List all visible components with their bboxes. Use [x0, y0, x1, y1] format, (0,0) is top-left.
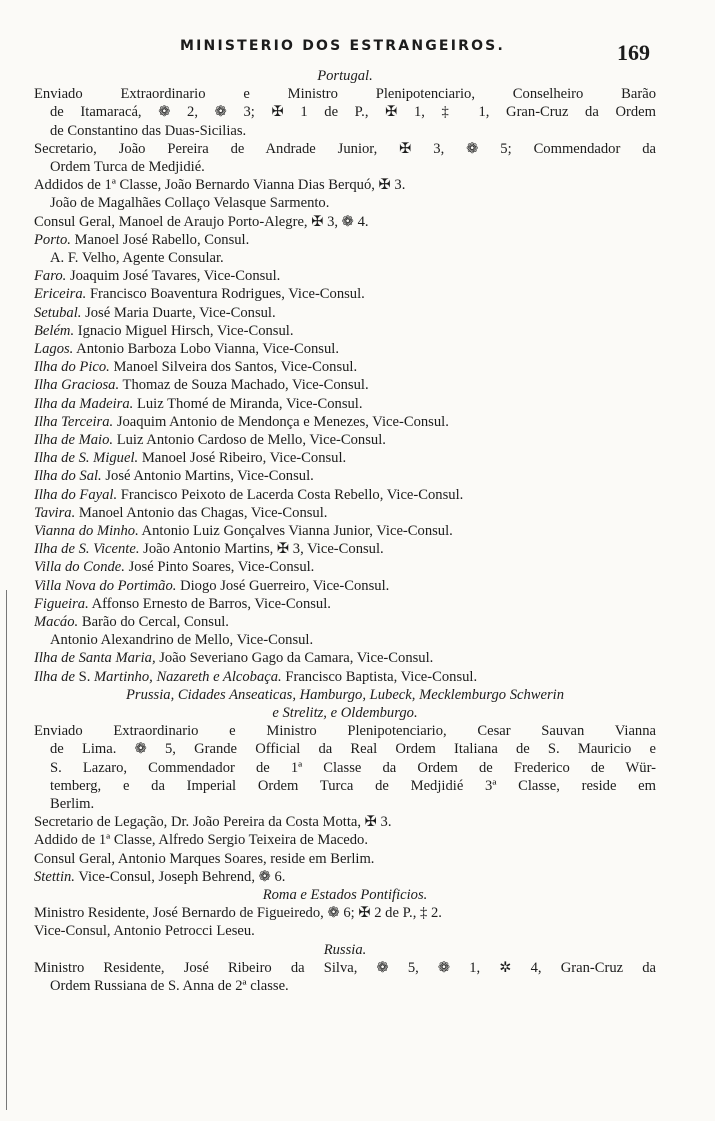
text-line: [34, 140, 656, 158]
text-line: [34, 413, 656, 431]
text-line: [34, 613, 656, 631]
section-heading: [34, 686, 656, 704]
text-run: de Constantino das Duas-Sicilias.: [50, 122, 247, 139]
section-heading: [34, 941, 656, 959]
section-heading: [34, 886, 656, 904]
text-line: [34, 176, 656, 194]
text-line: [34, 777, 656, 795]
text-run: Luiz Thomé de Miranda, Vice-Consul.: [133, 395, 363, 412]
text-line: [34, 285, 656, 303]
italic-text: Ilha de Santa Maria,: [34, 650, 156, 667]
text-line: [34, 813, 656, 831]
text-line: [34, 358, 656, 376]
italic-text: Macáo.: [34, 614, 79, 631]
text-line: [34, 322, 656, 340]
italic-text: Setubal.: [34, 304, 82, 321]
italic-text: Ilha de: [34, 668, 79, 685]
text-run: João de Magalhães Collaço Velasque Sarmento.: [50, 195, 330, 212]
text-run: Joaquim Antonio de Mendonça e Menezes, Vice-Consul.: [113, 413, 449, 430]
italic-text: Ericeira.: [34, 286, 87, 303]
text-line: [34, 904, 656, 922]
text-run: Manoel José Ribeiro, Vice-Consul.: [138, 450, 347, 467]
text-run: José Antonio Martins, Vice-Consul.: [101, 468, 314, 485]
italic-text: Ilha do Fayal.: [34, 486, 118, 503]
text-line: [34, 158, 656, 176]
text-line: [34, 759, 656, 777]
section-heading: [34, 67, 656, 85]
italic-text: Belém.: [34, 322, 75, 339]
text-line: [34, 267, 656, 285]
italic-text: Ilha do Pico.: [34, 359, 110, 376]
italic-text: Roma e Estados Pontificios.: [262, 887, 428, 904]
italic-text: Ilha do Sal.: [34, 468, 102, 485]
text-line: [34, 194, 656, 212]
text-line: [34, 395, 656, 413]
text-line: [34, 831, 656, 849]
text-run: Addidos de 1ª Classe, João Bernardo Vianna Dias Berquó, ✠ 3.: [34, 177, 406, 194]
text-line: [34, 795, 656, 813]
text-line: [34, 558, 656, 576]
text-run: Consul Geral, Antonio Marques Soares, reside em Berlim.: [34, 850, 375, 867]
italic-text: e Strelitz, e Oldemburgo.: [272, 705, 418, 722]
text-line: [34, 922, 656, 940]
text-line: [34, 304, 656, 322]
text-run: Luiz Antonio Cardoso de Mello, Vice-Consul.: [113, 432, 386, 449]
text-run: Berlim.: [50, 796, 95, 813]
text-line: [34, 722, 656, 740]
text-line: [34, 85, 656, 103]
text-run: Barão do Cercal, Consul.: [78, 614, 229, 631]
page-number: 169: [617, 40, 650, 65]
text-line: [34, 431, 656, 449]
text-run: temberg, e da Imperial Ordem Turca de Medjidié 3ª Classe, reside em: [50, 777, 656, 794]
text-line: [34, 213, 656, 231]
text-run: S.: [78, 668, 95, 685]
text-run: Manoel Antonio das Chagas, Vice-Consul.: [75, 504, 328, 521]
italic-text: Portugal.: [317, 68, 373, 84]
text-run: Affonso Ernesto de Barros, Vice-Consul.: [88, 595, 331, 612]
text-run: Thomaz de Souza Machado, Vice-Consul.: [119, 377, 369, 394]
text-line: [34, 649, 656, 667]
text-line: [34, 103, 656, 121]
italic-text: Vianna do Minho.: [34, 523, 139, 540]
text-run: A. F. Velho, Agente Consular.: [50, 249, 224, 266]
italic-text: Lagos.: [34, 341, 74, 357]
text-line: [34, 467, 656, 485]
text-line: [34, 631, 656, 649]
italic-text: Ilha de S. Vicente.: [34, 541, 140, 558]
text-run: Ordem Russiana de S. Anna de 2ª classe.: [50, 978, 289, 995]
italic-text: Tavira.: [34, 504, 76, 521]
italic-text: Ilha de S. Miguel.: [34, 450, 139, 467]
text-run: Vice-Consul, Joseph Behrend, ❁ 6.: [74, 868, 286, 885]
text-line: [34, 522, 656, 540]
page-body: [34, 67, 656, 995]
text-run: Consul Geral, Manoel de Araujo Porto-Alegre, ✠ 3, ❁ 4.: [34, 213, 369, 230]
text-line: [34, 486, 656, 504]
section-heading: [34, 704, 656, 722]
italic-text: Ilha da Madeira.: [34, 395, 134, 412]
text-line: [34, 249, 656, 267]
text-run: Enviado Extraordinario e Ministro Plenipotenciario, Conselheiro Barão: [34, 86, 656, 103]
text-run: Addido de 1ª Classe, Alfredo Sergio Teixeira de Macedo.: [34, 832, 368, 849]
text-line: [34, 122, 656, 140]
text-run: Ignacio Miguel Hirsch, Vice-Consul.: [74, 322, 294, 339]
text-run: S. Lazaro, Commendador de 1ª Classe da Ordem de Frederico de Wür-: [50, 759, 656, 776]
text-line: [34, 540, 656, 558]
page-header: [0, 28, 715, 65]
italic-text: Faro.: [34, 268, 67, 285]
text-run: Joaquim José Tavares, Vice-Consul.: [66, 268, 281, 285]
running-title: MINISTERIO DOS ESTRANGEIROS.: [180, 38, 505, 54]
italic-text: Figueira.: [34, 595, 89, 612]
text-run: Francisco Baptista, Vice-Consul.: [281, 668, 478, 685]
text-line: [34, 449, 656, 467]
text-line: [34, 740, 656, 758]
text-line: [34, 868, 656, 886]
text-line: [34, 231, 656, 249]
text-line: [34, 577, 656, 595]
text-run: de Itamaracá, ❁ 2, ❁ 3; ✠ 1 de P., ✠ 1, ‡ 1, Gran-Cruz da Ordem: [50, 104, 656, 121]
text-line: [34, 595, 656, 613]
text-run: Antonio Barboza Lobo Vianna, Vice-Consul.: [73, 341, 339, 357]
text-run: Vice-Consul, Antonio Petrocci Leseu.: [34, 923, 255, 940]
italic-text: Ilha Graciosa.: [34, 377, 120, 394]
text-run: Diogo José Guerreiro, Vice-Consul.: [176, 577, 390, 594]
text-run: José Pinto Soares, Vice-Consul.: [124, 559, 315, 576]
text-line: [34, 376, 656, 394]
text-run: Secretario de Legação, Dr. João Pereira da Costa Motta, ✠ 3.: [34, 814, 392, 831]
text-run: Francisco Peixoto de Lacerda Costa Rebello, Vice-Consul.: [117, 486, 464, 503]
text-run: Francisco Boaventura Rodrigues, Vice-Consul.: [86, 286, 365, 303]
text-line: [34, 977, 656, 995]
text-run: Ministro Residente, José Ribeiro da Silva, ❁ 5, ❁ 1, ✲ 4, Gran-Cruz da: [34, 959, 656, 976]
text-run: de Lima. ❁ 5, Grande Official da Real Ordem Italiana de S. Mauricio e: [50, 741, 656, 758]
italic-text: Stettin.: [34, 868, 75, 885]
text-run: Antonio Alexandrino de Mello, Vice-Consul.: [50, 632, 314, 649]
text-run: Ordem Turca de Medjidié.: [50, 158, 205, 175]
text-line: [34, 504, 656, 522]
text-run: José Maria Duarte, Vice-Consul.: [81, 304, 276, 321]
italic-text: Ilha Terceira.: [34, 413, 114, 430]
italic-text: Russia.: [323, 941, 367, 958]
italic-text: Villa do Conde.: [34, 559, 125, 576]
text-run: Secretario, João Pereira de Andrade Junior, ✠ 3, ❁ 5; Commendador da: [34, 140, 656, 157]
text-run: João Severiano Gago da Camara, Vice-Consul.: [155, 650, 434, 667]
text-run: Antonio Luiz Gonçalves Vianna Junior, Vice-Consul.: [138, 523, 453, 540]
italic-text: Porto.: [34, 231, 71, 248]
text-line: [34, 959, 656, 977]
text-run: João Antonio Martins, ✠ 3, Vice-Consul.: [139, 541, 384, 558]
italic-text: Martinho, Nazareth e Alcobaça.: [94, 668, 282, 685]
text-line: [34, 850, 656, 868]
text-run: Enviado Extraordinario e Ministro Plenipotenciario, Cesar Sauvan Vianna: [34, 723, 656, 740]
text-run: Manoel Silveira dos Santos, Vice-Consul.: [109, 359, 358, 376]
text-line: [34, 668, 656, 686]
italic-text: Villa Nova do Portimão.: [34, 577, 177, 594]
text-run: Ministro Residente, José Bernardo de Figueiredo, ❁ 6; ✠ 2 de P., ‡ 2.: [34, 905, 442, 922]
page-edge-rule: [6, 590, 7, 1110]
text-run: Manoel José Rabello, Consul.: [70, 231, 250, 248]
italic-text: Ilha de Maio.: [34, 432, 114, 449]
italic-text: Prussia, Cidades Anseaticas, Hamburgo, Lubeck, Mecklemburgo Schwerin: [125, 686, 565, 703]
text-line: [34, 340, 656, 358]
